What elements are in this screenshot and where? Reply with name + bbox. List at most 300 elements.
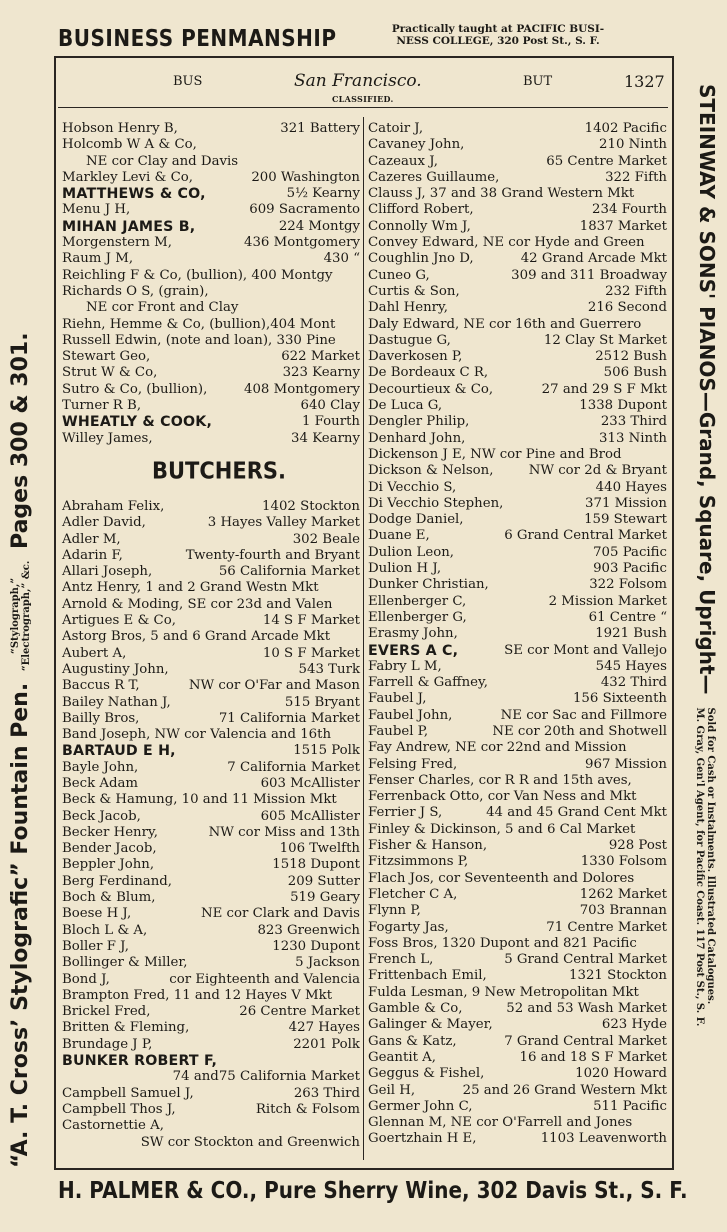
directory-entry	[368, 854, 667, 870]
directory-entry	[368, 480, 667, 496]
entry-name: Beck & Hamung, 10 and 11 Mission Mkt	[62, 792, 337, 808]
entry-address: 321 Battery	[280, 121, 360, 136]
entry-name: Cazeaux J,	[368, 153, 438, 169]
entry-name: Allari Joseph,	[62, 564, 153, 580]
directory-entry	[368, 382, 667, 398]
entry-address: 967 Mission	[585, 756, 667, 772]
entry-name: Boller F J,	[62, 938, 129, 954]
entry-name: SW cor Stockton and Greenwich	[140, 1134, 360, 1150]
entry-address: 42 Grand Arcade Mkt	[520, 251, 667, 267]
left-column-bottom-list	[62, 499, 360, 1151]
directory-entry	[368, 626, 667, 642]
directory-entry	[368, 170, 667, 186]
directory-entry	[62, 727, 360, 743]
entry-name: Dunker Christian,	[368, 577, 489, 593]
entry-name: Catoir J,	[368, 121, 424, 136]
directory-entry	[368, 773, 667, 789]
entry-address: 106 Twelfth	[279, 841, 360, 857]
entry-address: 622 Market	[281, 349, 360, 365]
entry-address: 44 and 45 Grand Cent Mkt	[486, 805, 667, 821]
entry-name: BUNKER ROBERT F,	[62, 1053, 218, 1070]
entry-address: 371 Mission	[585, 495, 667, 511]
directory-entry	[62, 532, 360, 548]
entry-name: Campbell Samuel J,	[62, 1085, 194, 1101]
directory-entry	[368, 805, 667, 821]
entry-name: Baccus R T,	[62, 678, 140, 694]
entry-address: 928 Post	[608, 838, 667, 854]
directory-entry	[62, 955, 360, 971]
running-header	[56, 68, 668, 108]
entry-name: Frittenbach Emil,	[368, 968, 487, 984]
entry-name: Boese H J,	[62, 906, 132, 922]
entry-name: Germer John C,	[368, 1098, 473, 1114]
directory-entry	[368, 920, 667, 936]
entry-name: Fulda Lesman, 9 New Metropolitan Mkt	[368, 984, 639, 1000]
entry-name: MATTHEWS & CO,	[62, 186, 206, 203]
directory-entry	[368, 724, 667, 740]
entry-name: Adler M,	[62, 531, 121, 547]
entry-name: Ferrier J S,	[368, 805, 443, 821]
entry-name: Convey Edward, NE cor Hyde and Green	[368, 235, 645, 251]
directory-entry	[62, 580, 360, 596]
entry-name: Campbell Thos J,	[62, 1101, 176, 1117]
directory-entry	[368, 333, 667, 349]
entry-name: Menu J H,	[62, 202, 131, 218]
entry-address: 309 and 311 Broadway	[511, 267, 667, 283]
section-heading	[62, 447, 360, 499]
entry-name: Dastugue G,	[368, 332, 451, 348]
directory-entry	[62, 1037, 360, 1053]
entry-name: Beppler John,	[62, 857, 155, 873]
directory-entry	[62, 186, 360, 202]
directory-entry	[368, 447, 667, 463]
left-side-advertisement	[8, 332, 33, 1168]
entry-address: Twenty-fourth and Bryant	[185, 547, 360, 563]
header-rule	[58, 107, 668, 108]
entry-address: 1338 Dupont	[579, 398, 667, 414]
directory-entry	[368, 936, 667, 952]
entry-name: NE cor Front and Clay	[86, 300, 239, 316]
entry-address: 506 Bush	[603, 365, 667, 381]
entry-name: Morgenstern M,	[62, 235, 172, 251]
section-heading-text: BUTCHERS.	[152, 457, 286, 485]
entry-address: 543 Turk	[298, 661, 360, 677]
directory-entry	[62, 170, 360, 186]
entry-name: Stewart Geo,	[62, 349, 151, 365]
entry-name: Augustiny John,	[62, 661, 169, 677]
right-side-ad-small-2: M. Gray, Gen'l Agent, for Pacific Coast. 117 Post St., S. F.	[694, 707, 706, 1027]
entry-address: 1402 Pacific	[584, 121, 667, 136]
directory-entry	[368, 251, 667, 267]
directory-entry	[62, 825, 360, 841]
directory-entry	[368, 952, 667, 968]
entry-name: MIHAN JAMES B,	[62, 218, 196, 235]
top-ad-text	[328, 23, 668, 47]
entry-address: 56 California Market	[218, 564, 360, 580]
entry-name: Abraham Felix,	[62, 498, 165, 514]
entry-address: 27 and 29 S F Mkt	[541, 381, 667, 397]
entry-name: Sutro & Co, (bullion),	[62, 381, 208, 397]
directory-entry	[62, 743, 360, 759]
entry-name: Faubel J,	[368, 691, 427, 707]
entry-address: 640 Clay	[300, 398, 360, 414]
directory-entry	[62, 972, 360, 988]
directory-entry	[62, 137, 360, 153]
entry-name: Arnold & Moding, SE cor 23d and Valen	[62, 596, 333, 612]
entry-name: Gamble & Co,	[368, 1001, 463, 1017]
entry-name: Dulion H J,	[368, 561, 442, 577]
entry-name: Aubert A,	[62, 645, 127, 661]
directory-entry	[62, 499, 360, 515]
entry-address: 519 Geary	[290, 890, 360, 906]
entry-name: Dulion Leon,	[368, 544, 455, 560]
entry-name: Geggus & Fishel,	[368, 1066, 485, 1082]
entry-address: 10 S F Market	[262, 645, 360, 661]
entry-address: 1103 Leavenworth	[540, 1131, 667, 1147]
entry-name: Reichling F & Co, (bullion), 400 Montgy	[62, 267, 333, 283]
entry-address: 2512 Bush	[595, 349, 667, 365]
classified-label: CLASSIFIED.	[332, 94, 394, 104]
entry-name: De Bordeaux C R,	[368, 365, 489, 381]
entry-address: 408 Montgomery	[244, 381, 360, 397]
left-side-ad-small-1: “Stylograph,”	[10, 577, 21, 654]
entry-address: 603 McAllister	[260, 775, 360, 791]
entry-address: 1837 Market	[579, 218, 667, 234]
entry-name: Castornettie A,	[62, 1118, 164, 1134]
entry-address: NW cor O'Far and Mason	[188, 678, 360, 694]
entry-address: 1515 Polk	[293, 743, 360, 759]
directory-entry	[368, 463, 667, 479]
entry-address: 545 Hayes	[595, 658, 667, 674]
directory-entry	[62, 613, 360, 629]
entry-address: 903 Pacific	[593, 561, 667, 577]
entry-name: Turner R B,	[62, 398, 142, 414]
entry-address: 5½ Kearny	[286, 186, 360, 202]
entry-name: Bender Jacob,	[62, 841, 157, 857]
entry-address: 322 Folsom	[589, 577, 667, 593]
directory-entry	[368, 985, 667, 1001]
directory-entry	[62, 317, 360, 333]
entry-address: 65 Centre Market	[546, 153, 667, 169]
entry-address: Ritch & Folsom	[255, 1101, 360, 1117]
entry-address: 427 Hayes	[288, 1020, 360, 1036]
right-side-ad-small-1: Sold for Cash or Instalments. Illustrated Catalogues.	[705, 707, 717, 1005]
directory-entry	[368, 1050, 667, 1066]
entry-name: Goertzhain H E,	[368, 1131, 477, 1147]
entry-name: Fenser Charles, cor R R and 15th aves,	[368, 772, 632, 788]
directory-entry	[62, 154, 360, 170]
entry-address: 14 S F Market	[262, 613, 360, 629]
entry-address: 224 Montgy	[278, 218, 360, 234]
entry-name: Felsing Fred,	[368, 756, 458, 772]
entry-address: 1230 Dupont	[272, 938, 360, 954]
entry-address: 7 California Market	[227, 759, 360, 775]
entry-address: 1321 Stockton	[569, 968, 667, 984]
entry-name: Bond J,	[62, 971, 110, 987]
entry-name: French L,	[368, 952, 434, 968]
entry-address: 233 Third	[600, 414, 667, 430]
entry-address: 61 Centre “	[588, 609, 667, 625]
directory-entry	[368, 496, 667, 512]
entry-name: Daly Edward, NE cor 16th and Guerrero	[368, 316, 642, 332]
entry-name: Beck Adam	[62, 775, 139, 791]
entry-address: 1330 Folsom	[580, 854, 667, 870]
directory-entry	[368, 431, 667, 447]
entry-name: Cazeres Guillaume,	[368, 169, 500, 185]
entry-address: 609 Sacramento	[249, 202, 360, 218]
directory-entry	[62, 515, 360, 531]
entry-name: Dodge Daniel,	[368, 512, 464, 528]
entry-address: 1020 Howard	[575, 1066, 667, 1082]
directory-entry	[62, 629, 360, 645]
directory-entry	[62, 365, 360, 381]
entry-address: 322 Fifth	[605, 169, 667, 185]
entry-name: Cuneo G,	[368, 267, 430, 283]
entry-address: NE cor 20th and Shotwell	[492, 723, 667, 739]
right-side-advertisement	[695, 84, 720, 1026]
directory-entry	[368, 186, 667, 202]
directory-entry	[368, 708, 667, 724]
entry-name: Adarin F,	[62, 547, 123, 563]
entry-name: Fitzsimmons P,	[368, 854, 469, 870]
entry-name: Willey James,	[62, 430, 153, 446]
entry-name: Glennan M, NE cor O'Farrell and Jones	[368, 1115, 633, 1131]
entry-address: 71 Centre Market	[546, 919, 667, 935]
directory-entry	[368, 822, 667, 838]
directory-entry	[368, 838, 667, 854]
entry-name: Galinger & Mayer,	[368, 1017, 493, 1033]
entry-name: Geil H,	[368, 1082, 416, 1098]
directory-entry	[368, 561, 667, 577]
directory-entry	[62, 890, 360, 906]
entry-name: Fisher & Hanson,	[368, 838, 488, 854]
entry-name: Dahl Henry,	[368, 300, 448, 316]
left-side-ad-pages: Pages 300 & 301.	[8, 332, 33, 549]
entry-address: 52 and 53 Wash Market	[506, 1001, 667, 1017]
directory-entry	[62, 219, 360, 235]
entry-name: Strut W & Co,	[62, 365, 158, 381]
entry-name: Richards O S, (grain),	[62, 283, 209, 299]
directory-entry	[368, 121, 667, 137]
directory-entry	[368, 317, 667, 333]
directory-entry	[368, 1131, 667, 1147]
entry-name: Boch & Blum,	[62, 890, 156, 906]
entry-name: Fletcher C A,	[368, 886, 458, 902]
directory-entry	[62, 548, 360, 564]
entry-address: 623 Hyde	[601, 1017, 667, 1033]
entry-address: 3 Hayes Valley Market	[207, 515, 360, 531]
entry-name: Riehn, Hemme & Co, (bullion),404 Mont	[62, 316, 336, 332]
entry-address: 302 Beale	[292, 531, 360, 547]
entry-name: Fogarty Jas,	[368, 919, 449, 935]
entry-address: 216 Second	[587, 300, 667, 316]
directory-entry	[62, 662, 360, 678]
entry-address: NE cor Sac and Fillmore	[500, 707, 667, 723]
directory-entry	[368, 610, 667, 626]
directory-entry	[62, 1086, 360, 1102]
entry-address: 71 California Market	[218, 710, 360, 726]
entry-name: Artigues E & Co,	[62, 613, 176, 629]
directory-entry	[62, 300, 360, 316]
right-column	[368, 121, 667, 1148]
left-column-top-list	[62, 121, 360, 447]
top-ad-line-2: NESS COLLEGE, 320 Post St., S. F.	[396, 35, 600, 47]
entry-address: 7 Grand Central Market	[504, 1033, 667, 1049]
right-column-list	[368, 121, 667, 1148]
directory-entry	[368, 643, 667, 659]
directory-entry	[62, 760, 360, 776]
entry-name: Russell Edwin, (note and loan), 330 Pine	[62, 332, 336, 348]
directory-entry	[62, 1102, 360, 1118]
entry-name: Raum J M,	[62, 251, 134, 267]
directory-entry	[62, 906, 360, 922]
entry-address: 1402 Stockton	[262, 498, 360, 514]
directory-entry	[62, 646, 360, 662]
entry-address: 432 Third	[600, 675, 667, 691]
entry-name: Farrell & Gaffney,	[368, 675, 489, 691]
entry-address: 323 Kearny	[282, 365, 360, 381]
header-guide-left: BUS	[173, 74, 203, 89]
directory-entry	[368, 594, 667, 610]
entry-name: EVERS A C,	[368, 642, 459, 659]
directory-entry	[368, 903, 667, 919]
directory-entry	[62, 1020, 360, 1036]
entry-address: 5 Grand Central Market	[504, 952, 667, 968]
directory-entry	[368, 235, 667, 251]
column-divider	[363, 117, 364, 1160]
entry-address: 16 and 18 S F Market	[519, 1049, 667, 1065]
entry-address: 34 Kearny	[291, 430, 360, 446]
directory-entry	[62, 792, 360, 808]
entry-address: 234 Fourth	[592, 202, 667, 218]
directory-entry	[368, 365, 667, 381]
header-guide-right: BUT	[523, 74, 553, 89]
entry-name: Di Vecchio Stephen,	[368, 495, 504, 511]
directory-entry	[62, 711, 360, 727]
directory-entry	[368, 154, 667, 170]
directory-entry	[62, 597, 360, 613]
entry-name: BARTAUD E H,	[62, 743, 176, 760]
directory-entry	[368, 1066, 667, 1082]
entry-name: Daverkosen P,	[368, 349, 463, 365]
entry-address: 440 Hayes	[595, 479, 667, 495]
left-side-ad-small-2: “Electrograph,” &c.	[21, 560, 32, 672]
directory-entry	[62, 1069, 360, 1085]
entry-name: Bayle John,	[62, 759, 139, 775]
directory-entry	[62, 809, 360, 825]
entry-name: Adler David,	[62, 515, 146, 531]
entry-address: 26 Centre Market	[239, 1004, 360, 1020]
entry-name: Dickenson J E, NW cor Pine and Brod	[368, 446, 622, 462]
entry-address: 1518 Dupont	[272, 857, 360, 873]
directory-entry	[368, 968, 667, 984]
entry-name: NE cor Clay and Davis	[86, 153, 239, 169]
directory-entry	[368, 577, 667, 593]
directory-entry	[368, 1017, 667, 1033]
directory-entry	[62, 988, 360, 1004]
page-number: 1327	[624, 72, 665, 91]
directory-entry	[62, 333, 360, 349]
entry-address: 6 Grand Central Market	[504, 528, 667, 544]
entry-name: Coughlin Jno D,	[368, 251, 474, 267]
entry-name: Bailly Bros,	[62, 710, 140, 726]
directory-entry	[62, 776, 360, 792]
entry-name: Faubel P,	[368, 723, 429, 739]
entry-name: Denhard John,	[368, 430, 466, 446]
entry-address: 1262 Market	[579, 886, 667, 902]
entry-address: 1 Fourth	[301, 414, 360, 430]
directory-entry	[62, 1118, 360, 1134]
entry-name: Flach Jos, cor Seventeenth and Dolores	[368, 870, 635, 886]
entry-address: SE cor Mont and Vallejo	[504, 642, 667, 658]
entry-name: Flynn P,	[368, 903, 421, 919]
directory-entry	[62, 431, 360, 447]
entry-name: Connolly Wm J,	[368, 218, 471, 234]
entry-name: Di Vecchio S,	[368, 479, 457, 495]
entry-address: 2 Mission Market	[548, 593, 667, 609]
directory-entry	[62, 678, 360, 694]
entry-address: 430 “	[323, 251, 360, 267]
directory-entry	[368, 284, 667, 300]
entry-name: Bloch L & A,	[62, 922, 148, 938]
directory-entry	[368, 789, 667, 805]
entry-name: Ferrenback Otto, cor Van Ness and Mkt	[368, 789, 637, 805]
right-side-ad-small	[695, 708, 717, 1027]
directory-entry	[368, 1099, 667, 1115]
directory-entry	[62, 251, 360, 267]
entry-name: Erasmy John,	[368, 626, 458, 642]
top-ad-title: BUSINESS PENMANSHIP	[58, 24, 337, 52]
directory-entry	[368, 398, 667, 414]
entry-name: Faubel John,	[368, 707, 453, 723]
entry-name: Dickson & Nelson,	[368, 463, 494, 479]
directory-entry	[368, 137, 667, 153]
entry-address: 1921 Bush	[595, 626, 667, 642]
header-city: San Francisco.	[294, 71, 422, 91]
entry-name: Fay Andrew, NE cor 22nd and Mission	[368, 740, 627, 756]
directory-entry	[62, 564, 360, 580]
directory-entry	[62, 235, 360, 251]
entry-name: Brundage J P,	[62, 1036, 153, 1052]
directory-entry	[62, 202, 360, 218]
entry-address: 263 Third	[293, 1085, 360, 1101]
directory-entry	[368, 1083, 667, 1099]
entry-name: Clifford Robert,	[368, 202, 474, 218]
entry-address: 232 Fifth	[605, 283, 667, 299]
directory-entry	[368, 300, 667, 316]
directory-entry	[368, 512, 667, 528]
directory-entry	[62, 874, 360, 890]
directory-entry	[62, 1053, 360, 1069]
directory-entry	[368, 528, 667, 544]
entry-name: Holcomb W A & Co,	[62, 137, 197, 153]
entry-name: Ellenberger C,	[368, 593, 467, 609]
directory-entry	[368, 219, 667, 235]
entry-name: Duane E,	[368, 528, 430, 544]
directory-entry	[62, 857, 360, 873]
entry-name: WHEATLY & COOK,	[62, 414, 213, 431]
directory-entry	[62, 841, 360, 857]
entry-address: 200 Washington	[251, 169, 360, 185]
directory-entry	[62, 284, 360, 300]
directory-entry	[368, 887, 667, 903]
left-column	[62, 121, 360, 1151]
entry-address: 159 Stewart	[584, 512, 667, 528]
entry-name: Decourtieux & Co,	[368, 381, 494, 397]
directory-entry	[62, 398, 360, 414]
directory-entry	[368, 1115, 667, 1131]
entry-name: Geantit A,	[368, 1049, 436, 1065]
